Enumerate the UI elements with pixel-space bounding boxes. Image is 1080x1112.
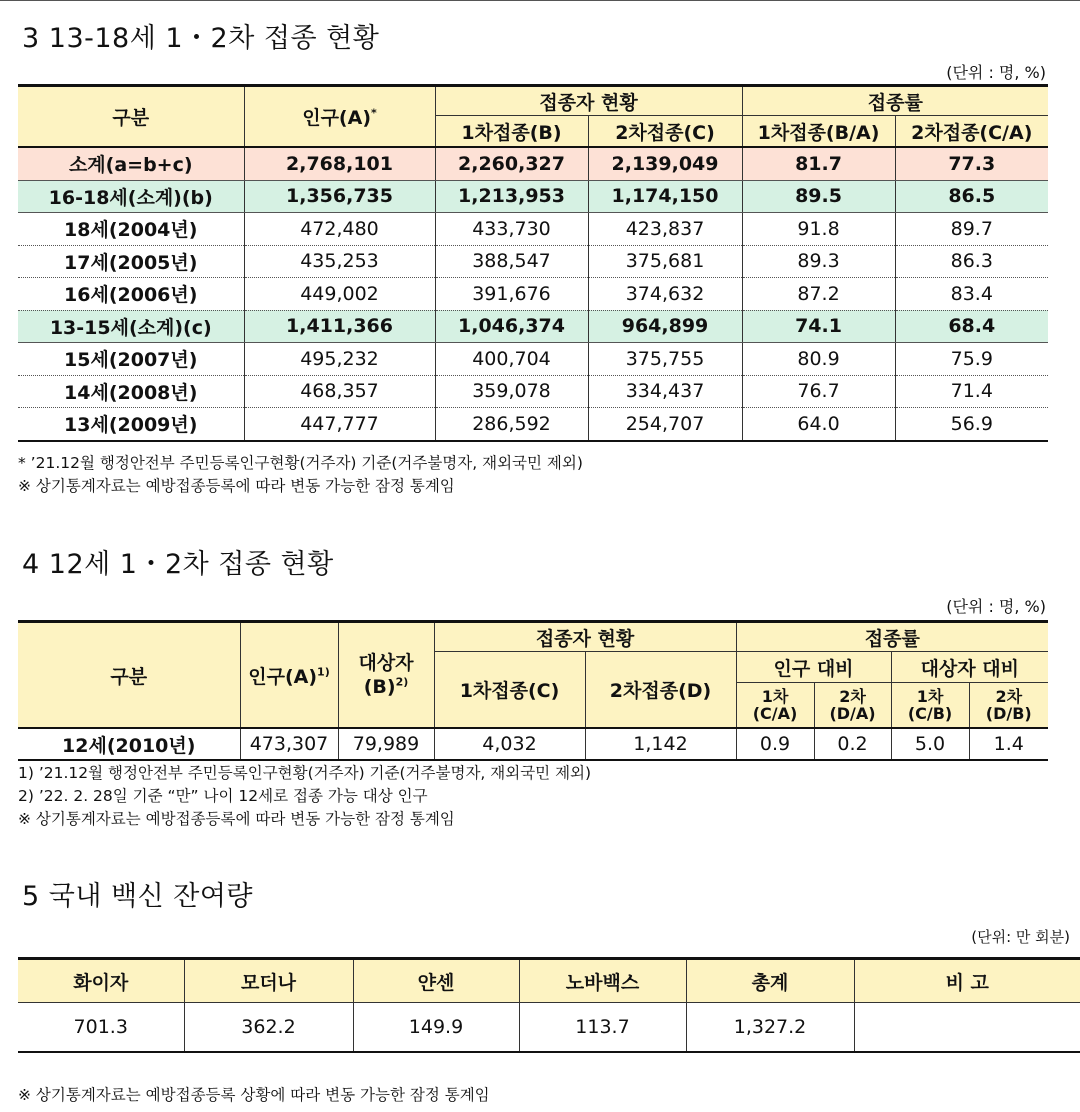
- table-row: [18, 408, 1048, 441]
- section5-unit: (단위: 만 회분): [971, 928, 1070, 946]
- section3-title: 3 13-18세 1・2차 접종 현황: [22, 23, 380, 54]
- cell-first-dose: 1,046,374: [435, 310, 588, 343]
- top-rule: [0, 0, 1080, 1]
- cell-first-dose: 400,704: [435, 343, 588, 376]
- header-first-rate: 1차접종(B/A): [742, 116, 895, 148]
- cell-second-rate: 56.9: [895, 408, 1048, 441]
- table-row: [18, 1003, 1080, 1053]
- cell-target: 79,989: [338, 728, 434, 760]
- header-category: 구분: [18, 86, 244, 148]
- cell-population: 473,307: [240, 728, 338, 760]
- table-row: [18, 278, 1048, 311]
- row-label: 17세(2005년): [18, 245, 244, 278]
- cell-rate-c-a: 0.9: [736, 728, 814, 760]
- cell-second-dose: 254,707: [588, 408, 742, 441]
- cell-second-rate: 86.5: [895, 180, 1048, 213]
- cell-second-rate: 86.3: [895, 245, 1048, 278]
- cell-total: 1,327.2: [686, 1003, 854, 1053]
- table-row: [18, 375, 1048, 408]
- vaccination-table-13-18: [18, 84, 1048, 442]
- header-rate-group: 접종률: [736, 622, 1048, 652]
- cell-pfizer: 701.3: [73, 1016, 128, 1038]
- footnote: * ’21.12월 행정안전부 주민등록인구현황(거주자) 기준(거주불명자, 재외국민 제외): [18, 454, 583, 472]
- header-first-dose: 1차접종(C): [434, 652, 585, 729]
- vaccination-table-12: [18, 620, 1048, 761]
- header-second-dose: 2차접종(D): [585, 652, 736, 729]
- table-row: [18, 180, 1048, 213]
- header-remarks: 비 고: [854, 959, 1080, 1003]
- cell-population: 1,411,366: [244, 310, 435, 343]
- cell-first-rate: 91.8: [742, 213, 895, 246]
- header-category: 구분: [18, 622, 240, 729]
- header-second-rate: 2차접종(C/A): [895, 116, 1048, 148]
- cell-first-dose: 4,032: [434, 728, 585, 760]
- row-label: 13세(2009년): [64, 414, 198, 437]
- cell-first-dose: 286,592: [435, 408, 588, 441]
- section3-notes: [18, 452, 583, 498]
- cell-first-dose: 2,260,327: [435, 147, 588, 180]
- cell-second-dose: 2,139,049: [588, 147, 742, 180]
- cell-first-dose: 433,730: [435, 213, 588, 246]
- cell-second-rate: 83.4: [895, 278, 1048, 311]
- header-status-group: 접종자 현황: [434, 622, 736, 652]
- cell-second-dose: 1,142: [585, 728, 736, 760]
- header-rate-c-a: 1차 (C/A): [736, 683, 814, 729]
- cell-second-dose: 964,899: [588, 310, 742, 343]
- cell-first-rate: 64.0: [742, 408, 895, 441]
- table-row: [18, 728, 1048, 760]
- cell-rate-d-b: 1.4: [969, 728, 1048, 760]
- header-janssen: 얀센: [353, 959, 519, 1003]
- cell-second-dose: 375,755: [588, 343, 742, 376]
- cell-second-dose: 334,437: [588, 375, 742, 408]
- cell-second-dose: 375,681: [588, 245, 742, 278]
- cell-first-rate: 74.1: [742, 310, 895, 343]
- cell-first-rate: 80.9: [742, 343, 895, 376]
- cell-first-rate: 89.3: [742, 245, 895, 278]
- cell-first-rate: 89.5: [742, 180, 895, 213]
- cell-population: 435,253: [244, 245, 435, 278]
- cell-rate-c-b: 5.0: [891, 728, 969, 760]
- cell-first-dose: 1,213,953: [435, 180, 588, 213]
- table-row: [18, 213, 1048, 246]
- header-moderna: 모더나: [184, 959, 353, 1003]
- cell-population: 495,232: [244, 343, 435, 376]
- section4-title: 4 12세 1・2차 접종 현황: [22, 549, 334, 580]
- header-novavax: 노바백스: [519, 959, 686, 1003]
- header-population: 인구(A)*: [244, 86, 435, 148]
- cell-second-rate: 89.7: [895, 213, 1048, 246]
- header-rate-group: 접종률: [742, 86, 1048, 116]
- footnote: 2) ’22. 2. 28일 기준 “만” 나이 12세로 접종 가능 대상 인구: [18, 787, 428, 805]
- row-label: 12세(2010년): [62, 734, 196, 757]
- table-row: [18, 310, 1048, 343]
- footnote: ※ 상기통계자료는 예방접종등록에 따라 변동 가능한 잠정 통계임: [18, 810, 455, 828]
- cell-population: 2,768,101: [244, 147, 435, 180]
- cell-population: 449,002: [244, 278, 435, 311]
- cell-second-rate: 75.9: [895, 343, 1048, 376]
- table-row: [18, 343, 1048, 376]
- header-status-group: 접종자 현황: [435, 86, 742, 116]
- cell-first-rate: 87.2: [742, 278, 895, 311]
- section5-title: 5 국내 백신 잔여량: [22, 881, 253, 912]
- row-label: 16세(2006년): [18, 278, 244, 311]
- section4-notes: [18, 762, 591, 831]
- row-label: 13-15세(소계)(c): [18, 310, 244, 343]
- row-label: 18세(2004년): [18, 213, 244, 246]
- cell-population: 468,357: [244, 375, 435, 408]
- footnote: 1) ’21.12월 행정안전부 주민등록인구현황(거주자) 기준(거주불명자, 재외국민 제외): [18, 764, 592, 782]
- cell-remarks: [854, 1003, 1080, 1053]
- cell-population: 472,480: [244, 213, 435, 246]
- header-first-dose: 1차접종(B): [435, 116, 588, 148]
- header-target-basis: 대상자 대비: [891, 652, 1048, 683]
- header-rate-d-b: 2차 (D/B): [969, 683, 1048, 729]
- cell-moderna: 362.2: [184, 1003, 353, 1053]
- cell-population: 447,777: [244, 408, 435, 441]
- cell-population: 1,356,735: [244, 180, 435, 213]
- cell-second-rate: 68.4: [895, 310, 1048, 343]
- table-row: [18, 245, 1048, 278]
- header-total: 총계: [686, 959, 854, 1003]
- footnote: ※ 상기통계자료는 예방접종등록에 따라 변동 가능한 잠정 통계임: [18, 477, 455, 495]
- cell-first-rate: 76.7: [742, 375, 895, 408]
- header-population: 인구$(A)^{1)}$: [240, 622, 338, 729]
- cell-second-dose: 423,837: [588, 213, 742, 246]
- table-row: [18, 147, 1048, 180]
- section5-note: ※ 상기통계자료는 예방접종등록 상황에 따라 변동 가능한 잠정 통계임: [18, 1086, 490, 1104]
- row-label: 소계(a=b+c): [18, 147, 244, 180]
- section3-unit: (단위 : 명, %): [946, 63, 1046, 82]
- header-pfizer: 화이자: [18, 959, 184, 1003]
- header-rate-d-a: 2차 (D/A): [814, 683, 891, 729]
- cell-rate-d-a: 0.2: [814, 728, 891, 760]
- cell-second-dose: 374,632: [588, 278, 742, 311]
- cell-janssen: 149.9: [353, 1003, 519, 1053]
- cell-second-dose: 1,174,150: [588, 180, 742, 213]
- row-label: 15세(2007년): [18, 343, 244, 376]
- header-population-basis: 인구 대비: [736, 652, 891, 683]
- cell-first-rate: 81.7: [742, 147, 895, 180]
- cell-second-rate: 71.4: [895, 375, 1048, 408]
- cell-first-dose: 388,547: [435, 245, 588, 278]
- header-second-dose: 2차접종(C): [588, 116, 742, 148]
- vaccine-stock-table: [18, 957, 1080, 1053]
- cell-novavax: 113.7: [519, 1003, 686, 1053]
- row-label: 14세(2008년): [18, 375, 244, 408]
- header-target: 대상자 $(B)^{2)}$: [338, 622, 434, 729]
- header-rate-c-b: 1차 (C/B): [891, 683, 969, 729]
- cell-second-rate: 77.3: [895, 147, 1048, 180]
- cell-first-dose: 391,676: [435, 278, 588, 311]
- cell-first-dose: 359,078: [435, 375, 588, 408]
- row-label: 16-18세(소계)(b): [18, 180, 244, 213]
- section4-unit: (단위 : 명, %): [946, 597, 1046, 616]
